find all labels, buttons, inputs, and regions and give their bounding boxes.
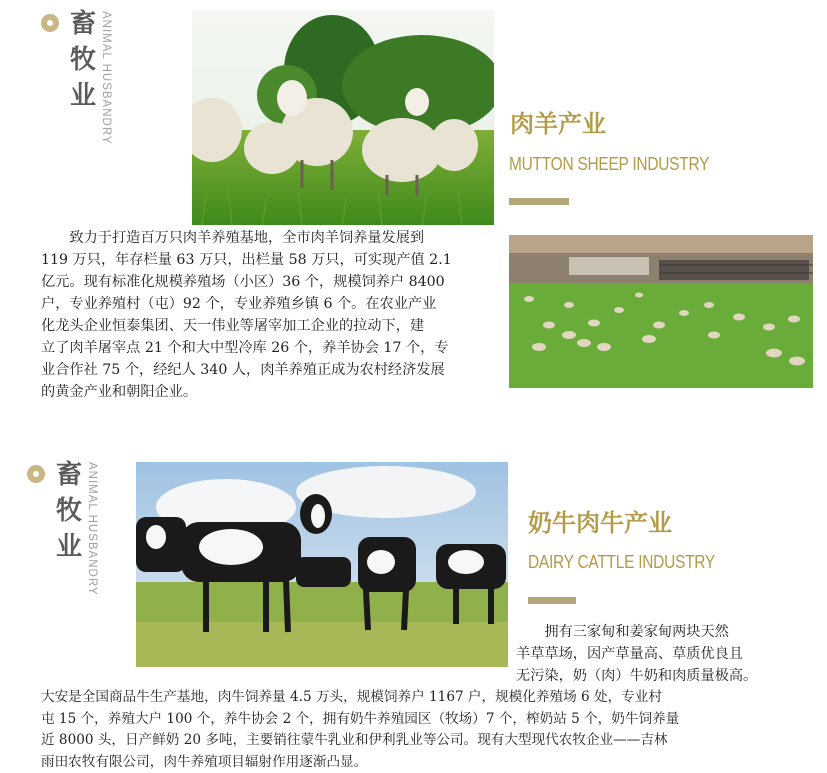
section2-marker-en: ANIMAL HUSBANDRY (86, 462, 98, 596)
section2-accent-bar (528, 597, 576, 604)
section2-full-paragraph: 大安是全国商品牛生产基地，肉牛饲养量 4.5 万头，规模饲养户 1167 户，规模化养殖场 6 处，专业村 屯 15 个，养殖大户 100 个，养牛协会 2 个，拥有奶牛养殖园区（牧场）7 个，榨奶站 5 个，奶牛饲养量 近 8000 头，日产鲜奶 20 多吨，主要销往蒙牛乳业和伊利乳业等公司。现有大型现代农牧企业——吉林 雨田农牧有限公司，肉牛养殖项目辐射作用逐渐凸显。 (41, 689, 680, 770)
section1-paragraph: 致力于打造百万只肉羊养殖基地，全市肉羊饲养量发展到 119 万只，年存栏量 63 万只，出栏量 58 万只，可实现产值 2.1 亿元。现有标准化规模养殖场（小区）36 个，规模饲养户 8400 户，专业养殖村（屯）92 个，专业养殖乡镇 6 个。在农业产业 化龙头企业恒泰集团、天一伟业等屠宰加工企业的拉动下，建 立了肉羊屠宰点 21 个和大中型冷库 26 个，养羊协会 17 个，专 业合作社 75 个，经纪人 340 人，肉羊养殖正成为农村经济发展 的黄金产业和朝阳企业。 (41, 230, 452, 400)
section2-title-cn: 奶牛肉牛产业 (528, 509, 672, 537)
section1-ring-icon (41, 14, 59, 32)
sheep-pasture-photo (509, 235, 813, 388)
section1-title-en: MUTTON SHEEP INDUSTRY (509, 154, 710, 174)
dairy-cattle-photo (136, 462, 508, 667)
section2-ring-icon (27, 465, 45, 483)
sheep-close-photo (192, 10, 494, 225)
section2-side-paragraph: 拥有三家甸和姜家甸两块天然 羊草草场，因产草量高、草质优良且 无污染，奶（肉）牛奶和肉质量极高。 (516, 624, 758, 684)
section1-marker-en: ANIMAL HUSBANDRY (100, 11, 112, 145)
section2-title-en: DAIRY CATTLE INDUSTRY (528, 552, 715, 572)
section2-marker-chars: 畜 牧 业 (55, 460, 82, 562)
section1-title-cn: 肉羊产业 (510, 110, 606, 138)
section1-accent-bar (509, 198, 569, 205)
section1-marker-chars: 畜 牧 业 (69, 9, 96, 111)
